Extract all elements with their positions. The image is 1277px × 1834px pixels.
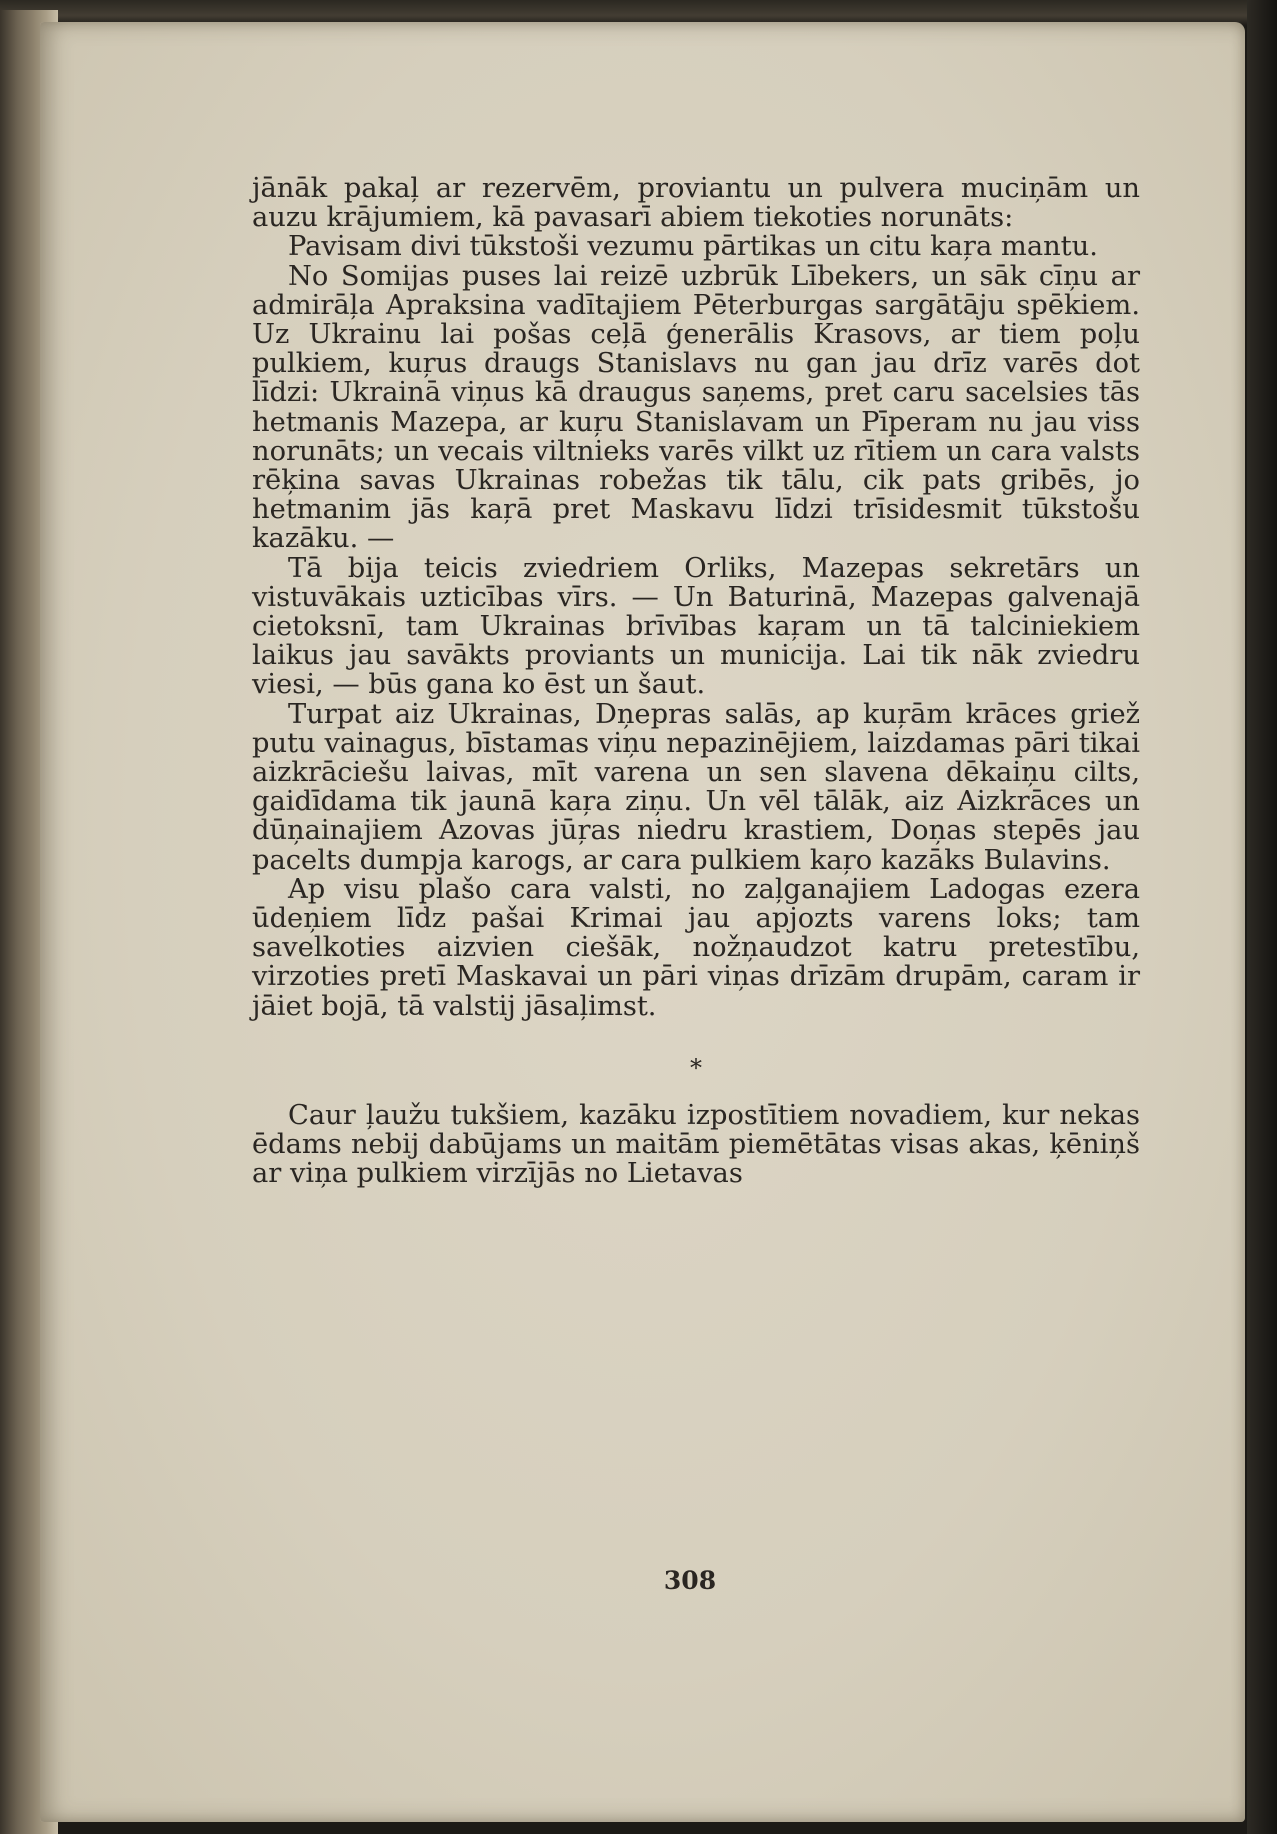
paragraph: jānāk pakaļ ar rezervēm, proviantu un pulvera muciņām un auzu krājumiem, kā pavasarī abiem tiekoties norunāts:: [252, 173, 1140, 234]
paragraph: Pavisam divi tūkstoši vezumu pārtikas un citu kaŗa mantu.: [288, 231, 1098, 263]
paragraph: Ap visu plašo cara valsti, no zaļganajiem Ladogas ezera ūdeņiem līdz pašai Krimai jau apjozts varens loks; tam savelkoties aizvien ciešāk, nožņaudzot katru pretestību, virzoties pretī Maskavai un pāri viņas drīzām drupām, caram ir jāiet bojā, tā valstij jāsaļimst.: [252, 873, 1140, 1022]
page-number: 308: [663, 1566, 717, 1595]
paragraph: Turpat aiz Ukrainas, Dņepras salās, ap kuŗām krāces griež putu vainagus, bīstamas viņu nepazinējiem, laizdamas pāri tikai aizkrāciešu laivas, mīt varena un sen slavena dēkaiņu cilts, gaidīdama tik jaunā kaŗa ziņu. Un vēl tālāk, aiz Aizkrāces un dūņainajiem Azovas jūŗas niedru krastiem, Doņas stepēs jau pacelts dumpja karogs, ar cara pulkiem kaŗo kazāks Bulavins.: [252, 698, 1140, 876]
paragraph: Tā bija teicis zviedriem Orliks, Mazepas sekretārs un vistuvākais uzticības vīrs. — Un Baturinā, Mazepas galvenajā cietoksnī, tam Ukrainas brīvības kaŗam un tā talciniekiem laikus jau savākts proviants un municija. Lai tik nāk zviedru viesi, — būs gana ko ēst un šaut.: [252, 552, 1140, 701]
paragraph: Caur ļaužu tukšiem, kazāku izpostītiem novadiem, kur nekas ēdams nebij dabūjams un maitām piemētātas visas akas, ķēniņš ar viņa pulkiem virzījās no Lietavas: [252, 1099, 1140, 1190]
section-break-asterisk: *: [690, 1053, 702, 1082]
scan-right-edge: [1247, 0, 1277, 1834]
paragraph: No Somijas puses lai reizē uzbrūk Lībekers, un sāk cīņu ar admirāļa Apraksina vadītajiem Pēterburgas sargātāju spēkiem. Uz Ukrainu lai pošas ceļā ģenerālis Krasovs, ar tiem poļu pulkiem, kuŗus draugs Stanislavs nu gan jau drīz varēs dot līdzi: Ukrainā viņus kā draugus saņems, pret caru sacelsies tās hetmanis Mazepa, ar kuŗu Stanislavam un Pīperam nu jau viss norunāts; un vecais viltnieks varēs vilkt uz rītiem un cara valsts rēķina savas Ukrainas robežas tik tālu, cik pats gribēs, jo hetmanim jās kaŗā pret Maskavu līdzi trīsidesmit tūkstošu kazāku. —: [252, 260, 1140, 555]
body-text: [252, 174, 1140, 1189]
